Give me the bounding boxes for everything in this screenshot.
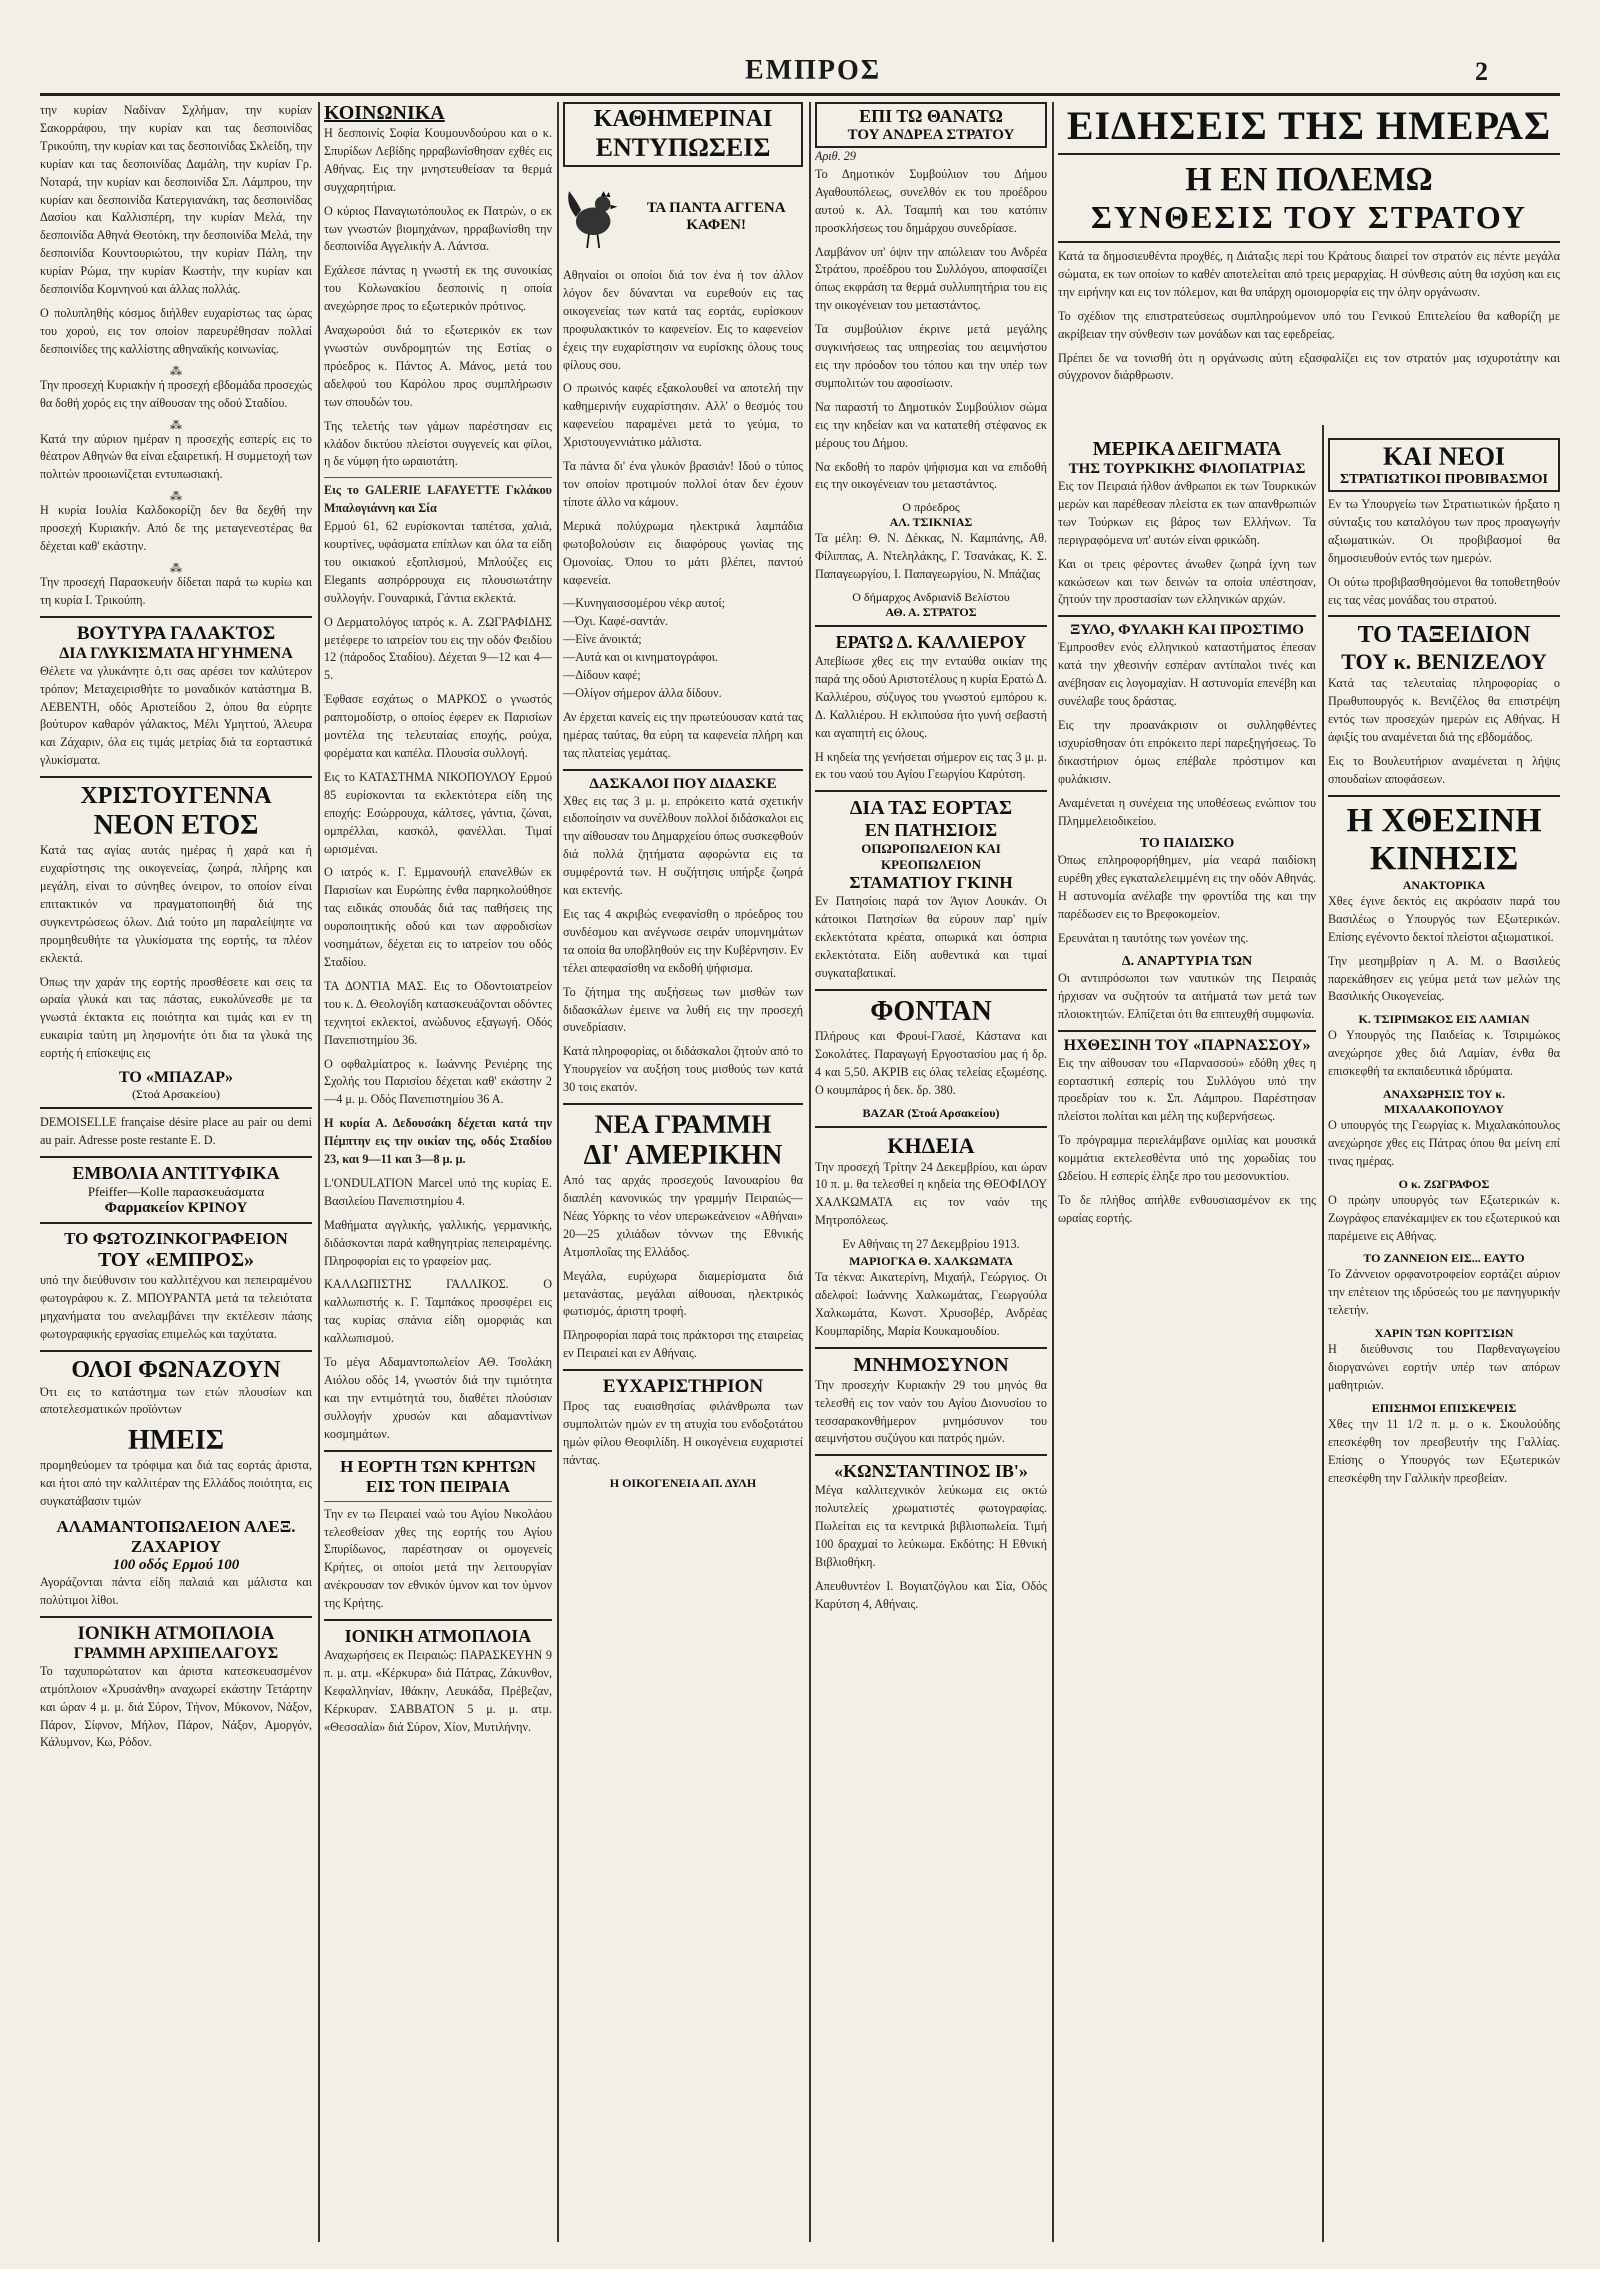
ad-text: υπό την διεύθυνσιν του καλλιτέχνου και πεπειραμένου φωτογράφου κ. Ζ. ΜΠΟΥΡΑΝΤΑ μετά τα τελειότατα μηχανήματα του ανελαμβάνει την εκτέλεσιν πάσης φωτογραφικής εργασίας επιμελώς και ταχύτατα. xyxy=(40,1272,312,1341)
article-text: Να εκδοθή το παρόν ψήφισμα και να επιδοθή εις την οικογένειαν του μεταστάντος. xyxy=(815,459,1047,492)
column-rule xyxy=(318,102,320,2242)
divider xyxy=(563,1369,803,1371)
ad-subtitle: ΕΝ ΠΑΤΗΣΙΟΙΣ xyxy=(864,820,998,841)
article-text: Το Δημοτικόν Συμβούλιον του Δήμου Αγαθουπόλεως, συνελθόν εκ του προέδρου αυτού κ. Αλ. Τσαμπή και του κατόπιν προσκλήσεως του δημάρχου συνεδρίασε. xyxy=(815,166,1047,235)
section-title: ΕΡΑΤΩ Δ. ΚΑΛΛΙΕΡΟΥ xyxy=(835,632,1027,653)
article-text: Λαμβάνον υπ' όψιν την απώλειαν του Ανδρέα Στράτου, προέδρου του Συλλόγου, αποφασίζει όπως εκφράση τα θερμά συλλυπητήρια του εις την οικογένειαν του μεταστάντος. xyxy=(815,244,1047,313)
feature-subtitle: ΕΝΤΥΠΩΣΕΙΣ xyxy=(595,133,771,162)
article-text: την κυρίαν Ναδίναν Σχλήμαν, την κυρίαν Σακορράφου, την κυρίαν και τας δεσποινίδας Τρικούπη, την κυρίαν και τας δεσποινίδας Σκλείδη, την κυρίαν και τας δεσποινίδας Δαμάλη, την κυρίαν Γρ. Νοταρά, την κυρίαν και δεσποινίδα Σπ. Λάμπρου, την κυρίαν και δεσποινίδα Κατεργιανάκη, τας δεσποινίδας Δασίου και Καλλισπέρη, την κυρίαν Μελά, την δεσποινίδα Αθηνά Θεοτόκη, την δεσποινίδα Μελά, την δεσποινίδα Κουντουριώτου, την κυρίαν Πάλη, την κυρίαν Ρώμα, την κυρίαν Κωστήν, την κυρίαν και δεσποινίδα Κομνηνού και άλλας πολλάς. xyxy=(40,103,312,297)
store-text: Μαθήματα αγγλικής, γαλλικής, γερμανικής, διδάσκονται παρά καθηγητρίας πεπειραμένης. Πληροφορίαι εις το γραφείον μας. xyxy=(324,1217,552,1268)
column-rule xyxy=(557,102,559,2242)
article-text: Ερευνάται η ταυτότης των γονέων της. xyxy=(1058,931,1249,946)
ad-text: Κατά τας αγίας αυτάς ημέρας ή χαρά και ή ευχαρίστησις της οικογενείας, ζωηρά, πλήρης και μεγάλη, είναι το σύνηθες όνειρον, το οποίον είναι επιτακτικόν να πραγματοποιηθή διά της συγκεντρώσεως όλων. Διά τούτο μη παραλείψητε να προμηθευθήτε τα γλυκίσματα της εορτής, τα πλέον εκλεκτά. xyxy=(40,843,312,965)
section-title: ΤΟ ΠΑΙΔΙΣΚΟ xyxy=(1139,836,1235,852)
section-title: ΙΟΝΙΚΗ ΑΤΜΟΠΛΟΙΑ xyxy=(344,1626,532,1647)
section-title: ΚΗΔΕΙΑ xyxy=(887,1132,975,1158)
ad-title: ΕΥΧΑΡΙΣΤΗΡΙΟΝ xyxy=(602,1376,764,1398)
ad-shop-name: Φαρμακείον ΚΡΙΝΟΥ xyxy=(104,1199,248,1216)
article-text: Ο Υπουργός της Παιδείας κ. Τσιριμώκος ανεχώρησε χθες διά Λαμίαν, ένθα θα επισκεφθή τα εκπαιδευτικά ιδρύματα. xyxy=(1328,1028,1560,1079)
ad-text: Pfeiffer—Kolle παρασκευάσματα xyxy=(87,1183,265,1199)
ad-text: Πλήρους και Φρουί-Γλασέ, Κάστανα και Σοκολάτες. Παραγωγή Εργοστασίου μας ή δρ. 4 και 5,50. ΑΚΡΙΒ εις όλας τελείας εξωμέσης. Ο κουμπάρος ή δεκ. δρ. 380. xyxy=(815,1028,1047,1097)
ad-address: 100 οδός Ερμού 100 xyxy=(112,1557,240,1574)
feature-title: ΚΑΘΗΜΕΡΙΝΑΙ xyxy=(593,106,773,132)
ad-text: Ότι εις το κατάστημα των ετών πλουσίων και αποτελεσματικών προϊόντων xyxy=(40,1384,312,1417)
article-text: Αθηναίοι οι οποίοι διά τον ένα ή τον άλλον λόγον δεν δύνανται να ευρεθούν εις τας οικογενείας των κατά τας εορτάς, ευρίσκουν προφυλακτικόν το καφενείον. Εις το καφενείον έχεις την ευχαρίστησιν να ευρίσκης όλους τους φίλους σου. xyxy=(563,268,803,372)
store-text: Έφθασε εσχάτως ο ΜΑΡΚΟΣ ο γνωστός ραπτομοδίστρ, ο οποίος έφερεν εκ Παρισίων μοντέλα της τελευταίας εποχής, ρούχα, φορέματα και καπέλα. Πλουσία συλλογή. xyxy=(324,692,552,760)
store-text: ΚΑΛΛΩΠΙΣΤΗΣ ΓΑΛΛΙΚΟΣ. Ο καλλωπιστής κ. Γ. Ταμπάκος προσφέρει εις τας κυρίας σπάνια είδη ομορφιάς και καλλωπισμού. xyxy=(324,1277,552,1346)
article-text: Η δεσποινίς Σοφία Κουμουνδούρου και ο κ. Σπυρίδων Λεβίδης ηρραβωνίσθησαν εχθές εις Αθήνας. Εις την μνηστευθείσαν τα θερμά συγχαρητήρια. xyxy=(324,126,552,194)
news-title: ΕΙΔΗΣΕΙΣ ΤΗΣ ΗΜΕΡΑΣ xyxy=(1058,102,1560,155)
column-5a xyxy=(1058,438,1316,2242)
box-header xyxy=(1328,438,1560,492)
ad-shop-name: ΤΟ «ΜΠΑΖΑΡ» xyxy=(119,1069,233,1087)
section-subtitle: ΚΙΝΗΣΙΣ xyxy=(1369,839,1519,877)
dialogue-list xyxy=(563,595,803,702)
store-text: Ο οφθαλμίατρος κ. Ιωάννης Ρενιέρης της Σχολής του Παρισίου δέχεται καθ' εκάστην 2—4 μ. μ. Οδός Πανεπιστημίου 36 Α. xyxy=(324,1056,552,1107)
article-text: Ο πολυπληθής κόσμος διήλθεν ευχαρίστως τας ώρας του χορού, εις τον οποίον παρευρέθησαν πολλαί δεσποινίδες της καλλίστης αθηναϊκής κοινωνίας. xyxy=(40,305,312,356)
ad-subtitle: ΔΙ' ΑΜΕΡΙΚΗΝ xyxy=(583,1140,783,1172)
article-text: Αναχωρούσι διά το εξωτερικόν εκ των γνωστών συνδρομητών της Εστίας ο πρόεδρος κ. Πάντος Α. Μάνος, μετά του αδελφού του Καρόλου προς συμπλήρωσιν των σπουδών του. xyxy=(324,323,552,409)
article-text: Χθες έγινε δεκτός εις ακρόασιν παρά του Βασιλέως ο Υπουργός των Εξωτερικών. Επίσης εγένοντο δεκτοί πλείστοι αξιωματικοί. xyxy=(1328,893,1560,944)
ad-title: ΙΟΝΙΚΗ ΑΤΜΟΠΛΟΙΑ xyxy=(77,1622,275,1644)
news-label: Κ. ΤΣΙΡΙΜΩΚΟΣ ΕΙΣ ΛΑΜΙΑΝ xyxy=(1358,1012,1530,1027)
ad-signature: Η ΟΙΚΟΓΕΝΕΙΑ ΑΠ. ΔΥΛΗ xyxy=(609,1475,757,1490)
ad-title: «ΚΩΝΣΤΑΝΤΙΝΟΣ ΙΒ'» xyxy=(834,1461,1028,1482)
column-1 xyxy=(40,102,312,2242)
column-2 xyxy=(324,102,552,2242)
news-headline-area xyxy=(1058,102,1560,432)
ad-shop-name: ΑΛΑΜΑΝΤΟΠΩΛΕΙΟΝ ΑΛΕΞ. ΖΑΧΑΡΙΟΥ xyxy=(56,1517,296,1557)
dialogue-line: —Αυτά και οι κινηματογράφοι. xyxy=(563,650,719,665)
article-text: Την προσεχή Κυριακήν ή προσεχή εβδομάδα προσεχώς θα δοθή χορός εις την αίθουσαν της οδού Σταδίου. xyxy=(40,377,312,410)
store-name: Εις το GALERIE LAFAYETTE Γκλάκου Μπαλογιάννη και Σία xyxy=(324,483,552,516)
article-text: Οι ούτω προβιβασθησόμενοι θα τοποθετηθούν εις τας νέας μονάδας του στρατού. xyxy=(1328,574,1560,607)
article-text: Ο κύριος Παναγιωτόπουλος εκ Πατρών, ο εκ των γνωστών βιομηχάνων, ηρραβωνίσθη την δεσποινίδα Αγγελικήν Α. Λάντσα. xyxy=(324,203,552,254)
divider xyxy=(1328,795,1560,797)
notice-signature: ΜΑΡΙΟΓΚΑ Θ. ΧΑΛΚΩΜΑΤΑ xyxy=(849,1254,1013,1269)
article-text: Κατά πληροφορίας, οι διδάσκαλοι ζητούν από το Υπουργείον να αυξήση τους μισθούς των κατά 30 τοις εκατόν. xyxy=(563,1044,803,1095)
section-subtitle: ΤΗΣ ΤΟΥΡΚΙΚΗΣ ΦΙΛΟΠΑΤΡΙΑΣ xyxy=(1068,461,1306,477)
column-4 xyxy=(815,102,1047,2242)
box-title: ΚΑΙ ΝΕΟΙ xyxy=(1382,442,1506,471)
divider xyxy=(815,625,1047,627)
article-text: Ο πρώην υπουργός των Εξωτερικών κ. Ζωγράφος επανέκαμψεν εκ του εξωτερικού και παρέμεινε εις Αθήνας. xyxy=(1328,1192,1560,1243)
ad-subtitle: ΝΕΟΝ ΕΤΟΣ xyxy=(93,810,259,842)
article-text: Την μεσημβρίαν η Α. Μ. ο Βασιλεύς παρεκάθησεν εις γεύμα μετά των μελών της Βασιλικής Οικογενείας. xyxy=(1328,953,1560,1004)
ad-title: ΧΡΙΣΤΟΥΓΕΝΝΑ xyxy=(80,783,272,810)
separator-stars: ⁂ xyxy=(170,417,182,432)
divider xyxy=(815,1347,1047,1349)
section-title: ΜΕΡΙΚΑ ΔΕΙΓΜΑΤΑ xyxy=(1092,438,1282,460)
divider xyxy=(40,616,312,618)
article-text: Εχάλεσε πάντας η γνωστή εκ της συνοικίας του Κολωνακίου δεσποινίς η οποία ανεχώρησε προς το εξωτερικόν πρότινος. xyxy=(324,263,552,314)
article-text: Η κυρία Ιουλία Καλδοκορίζη δεν θα δεχθή την προσεχή Κυριακήν. Από δε της μεταγενεστέρας θα δέχεται καθ' εκάστην. xyxy=(40,503,312,554)
article-text: Πρέπει δε να τονισθή ότι η οργάνωσις αύτη εξασφαλίζει εις τον στρατόν μας ισχυροτάτην και σύγχρονον διάρθρωσιν. xyxy=(1058,350,1560,383)
ad-title: ΔΙΑ ΤΑΣ ΕΟΡΤΑΣ xyxy=(849,797,1013,820)
masthead-rule xyxy=(40,93,1560,96)
ad-title: ΝΕΑ ΓΡΑΜΜΗ xyxy=(594,1110,772,1140)
ad-title: ΤΟ ΦΩΤΟΖΙΝΚΟΓΡΑΦΕΙΟΝ xyxy=(64,1228,288,1248)
section-title: Η ΕΟΡΤΗ ΤΩΝ ΚΡΗΤΩΝ ΕΙΣ ΤΟΝ ΠΕΙΡΑΙΑ xyxy=(340,1456,536,1496)
news-headline: Η ΕΝ ΠΟΛΕΜΩ xyxy=(1185,161,1433,198)
article-text: Εις την προανάκρισιν οι συλληφθέντες ισχυρίσθησαν ότι επρόκειτο περί παρεξηγήσεως. Το δικαστήριον όμως επέβαλε πρόστιμον και φυλάκισιν. xyxy=(1058,717,1316,786)
section-title: ΞΥΛΟ, ΦΥΛΑΚΗ ΚΑΙ ΠΡΟΣΤΙΜΟ xyxy=(1070,622,1304,639)
divider xyxy=(1058,615,1316,617)
ad-title: ΒΟΥΤΥΡΑ ΓΑΛΑΚΤΟΣ xyxy=(76,622,276,644)
divider xyxy=(563,1103,803,1105)
article-text: Της τελετής των γάμων παρέστησαν εις κλάδον δικτύου πλείστοι συγγενείς και φίλοι, η δε νύμφη ήτο ωραιοτάτη. xyxy=(324,418,552,469)
article-header xyxy=(815,102,1047,148)
ad-text: Μέγα καλλιτεχνικόν λεύκωμα εις οκτώ πολυτελείς χρωματιστές φωτογραφίας. Πωλείται εις τα κεντρικά βιβλιοπωλεία. Τιμή 100 δραχμαί το λεύκωμα. Εκδότης: Η Εθνική Βιβλιοθήκη. xyxy=(815,1483,1047,1569)
divider xyxy=(1058,1030,1316,1032)
article-text: Κατά την αύριον ημέραν η προσεχής εσπερίς εις το θέατρον Αθηνών θα είναι εξαιρετική. Η συμμετοχή των πολιτών προοιωνίζεται εντυπωσιακή. xyxy=(40,431,312,482)
divider xyxy=(815,1126,1047,1128)
store-text: L'ONDULATION Marcel υπό της κυρίας Ε. Βασιλείου Πανεπιστημίου 4. xyxy=(324,1175,552,1208)
article-text: Εν τω Υπουργείω των Στρατιωτικών ήρξατο η σύνταξις του καταλόγου των προς προαγωγήν αξιωματικών. Οι προβιβασμοί θα δημοσιευθούν εντός των ημερών. xyxy=(1328,497,1560,565)
article-text: Εις τας 4 ακριβώς ενεφανίσθη ο πρόεδρος του συνδέσμου και ανέγνωσε σειράν υπομνημάτων τα οποία θα υποβληθούν εις την Κυβέρνησιν. Εν τέλει απεφασίσθη να εκδοθή ψήφισμα. xyxy=(563,907,803,975)
section-title: ΜΝΗΜΟΣΥΝΟΝ xyxy=(853,1353,1009,1376)
article-text: Το πρόγραμμα περιελάμβανε ομιλίας και μουσικά κομμάτια εκτελεσθέντα υπό της χορωδίας του Ωδείου. Η εσπερίς έληξε προ του μεσονυκτίου. xyxy=(1058,1133,1316,1184)
column-rule xyxy=(1052,102,1054,2242)
dialogue-line: —Δίδουν καφέ; xyxy=(563,668,641,683)
divider xyxy=(815,1454,1047,1456)
article-text: Τα πάντα δι' ένα γλυκόν βρασιάν! Ιδού ο τύπος τον οποίον προτιμούν πολλοί όταν δεν έχουν τίποτε άλλο να κάμουν. xyxy=(563,459,803,509)
article-text: Το σχέδιον της επιστρατεύσεως συμπληρούμενον υπό του Γενικού Επιτελείου θα καθορίζη με ακρίβειαν την σύνθεσιν των μονάδων και τας εφεδρείας. xyxy=(1058,308,1560,341)
ad-title: ΕΜΒΟΛΙΑ ΑΝΤΙΤΥΦΙΚΑ xyxy=(72,1162,280,1183)
news-label: ΑΝΑΧΩΡΗΣΙΣ ΤΟΥ κ. ΜΙΧΑΛΑΚΟΠΟΥΛΟΥ xyxy=(1382,1087,1506,1117)
dialogue-line: —Είνε άνοικτά; xyxy=(563,632,642,647)
rooster-illustration xyxy=(563,177,623,257)
article-text: Την προσεχή Τρίτην 24 Δεκεμβρίου, και ώραν 10 π. μ. θα τελεσθεί η κηδεία της ΘΕΟΦΙΛΟΥ ΧΑΛΚΩΜΑΤΑ εις τον ναόν της Μητροπόλεως. xyxy=(815,1159,1047,1228)
article-text: Ο πρωινός καφές εξακολουθεί να αποτελή την καθημερινήν ευχαρίστησιν. Αλλ' ο θεσμός του καφενείου παραμένει μετά το γεύμα, το Χριστουγεννιάτικο μάλιστα. xyxy=(563,381,803,450)
article-text: Εις την αίθουσαν του «Παρνασσού» εδόθη χθες η εορταστική εσπερίς του Συλλόγου υπό την προεδρίαν του κ. Σπ. Λάμπρου. Παρέστησαν πλείστοι πολίται και μέλη της κυβερνήσεως. xyxy=(1058,1055,1316,1124)
ad-title: ΦΟΝΤΑΝ xyxy=(870,995,992,1027)
store-text: Η κυρία Α. Δεδουσάκη δέχεται κατά την Πέμπτην εις την οικίαν της, οδός Σταδίου 23, και 9—11 και 3—8 μ. μ. xyxy=(324,1116,552,1167)
dialogue-line: —Όχι. Καφέ-σαντάν. xyxy=(563,614,669,629)
dialogue-line: —Κυνηγαισσομέρου νέκρ αυτοί; xyxy=(563,596,726,611)
divider xyxy=(324,1450,552,1452)
article-text: Τα συμβούλιον έκρινε μετά μεγάλης συγκινήσεως τας υπηρεσίας του αειμνήστου εις την πρόοδον του τόπου και την υπέρ των συμπολιτών του αφοσίωσιν. xyxy=(815,322,1047,390)
divider xyxy=(324,1501,552,1502)
article-text: Αναμένεται η συνέχεια της υποθέσεως ενώπιον του Πλημμελειοδικείου. xyxy=(1058,795,1316,828)
article-text: Τα τέκνα: Αικατερίνη, Μιχαήλ, Γεώργιος. Οι αδελφοί: Ιωάννης Χαλκωμάτας, Γεωργούλα Χαλκωμάτα, Κωνστ. Χρυσοβέρ, Ανδρέας Κουμπαρίδης, Μαρία Κουκαμουδίου. xyxy=(815,1270,1047,1338)
ad-subtitle: ΔΙΑ ΓΛΥΚΙΣΜΑΤΑ ΗΓΥΗΜΕΝΑ xyxy=(59,644,293,662)
separator-stars: ⁂ xyxy=(170,363,182,378)
column-rule xyxy=(1322,425,1324,2242)
store-text: Εις το ΚΑΤΑΣΤΗΜΑ ΝΙΚΟΠΟΥΛΟΥ Ερμού 85 ευρίσκονται τα εκλεκτότερα είδη της εποχής: Εσώρρουχα, κάλτσες, γάντια, ζώναι, ομπρέλλαι, κασκόλ, φανέλλαι. Τιμαί ωρισμέναι. xyxy=(324,769,552,856)
divider xyxy=(1058,241,1560,243)
ad-shop-name: BAZAR (Στοά Αρσακείου) xyxy=(862,1105,1000,1120)
article-text: Έμπροσθεν ενός ελληνικού καταστήματος έπεσαν κατά την χθεσινήν εσπέραν αντίπαλοι τινές και ανέβησαν εις λογομαχίαν. Η αστυνομία επενέβη και συνέλαβε τους δράστας. xyxy=(1058,640,1316,709)
article-text: Εις τον Πειραιά ήλθον άνθρωποι εκ των Τουρκικών μερών και παρέθεσαν πλείστα εκ των απανθρωπιών των Τούρκων εις βάρος των Ελλήνων. Τα περιγραφόμενα υπ' αυτών είναι φρικώδη. xyxy=(1058,479,1316,547)
news-label: ΕΠΙΣΗΜΟΙ ΕΠΙΣΚΕΨΕΙΣ xyxy=(1371,1400,1517,1415)
store-text: ΤΑ ΔΟΝΤΙΑ ΜΑΣ. Εις το Οδοντοιατρείον του κ. Δ. Θεολογίδη κατασκευάζονται οδόντες τεχνητοί εκλεκτοί, ανώδυνος εξαγωγή. Οδός Πανεπιστημίου 36. xyxy=(324,978,552,1047)
ad-address: Απευθυντέον Ι. Βογιατζόγλου και Σία, Οδός Καρύτση 4, Αθήναις. xyxy=(815,1578,1047,1611)
feature-caption: ΤΑ ΠΑΝΤΑ ΑΓΓΕΝΑ ΚΑΦΕΝ! xyxy=(646,200,786,233)
ad-subtitle: ΟΠΩΡΟΠΩΛΕΙΟΝ ΚΑΙ ΚΡΕΟΠΩΛΕΙΟΝ xyxy=(861,841,1001,873)
dialogue-line: —Ολίγον σήμερον άλλα δίδουν. xyxy=(563,685,722,700)
ad-text: Όπως την χαράν της εορτής προσθέσετε και σεις τα ωραία γλυκά και τας πάστας, ευκολύνεσθε με τα γνωστά έκτακτα εις ποιότητα και τιμάς και εν τη ευκαιρία ταύτη μη λησμονήτε ότι δια τα γλυκά της εορτής ή επίσκεψις εις xyxy=(40,974,312,1061)
ad-text: Πληροφορίαι παρά τοις πράκτορσι της εταιρείας εν Πειραιεί και εν Αθήναις. xyxy=(563,1328,803,1361)
ad-subtitle: ΓΡΑΜΜΗ ΑΡΧΙΠΕΛΑΓΟΥΣ xyxy=(73,1644,279,1662)
notice-date: Εν Αθήναις τη 27 Δεκεμβρίου 1913. xyxy=(842,1237,1020,1252)
divider xyxy=(324,477,552,478)
article-text: Εις το Βουλευτήριον αναμένεται η λήψις σπουδαίων αποφάσεων. xyxy=(1328,754,1560,786)
article-text: Χθες την 11 1/2 π. μ. ο κ. Σκουλούδης επεσκέφθη τον πρεσβευτήν της Γαλλίας. Επίσης ο Υπουργός των Εξωτερικών επεσκέφθη την Γαλλικήν πρεσβείαν. xyxy=(1328,1416,1560,1485)
section-title: ΗΧΘΕΣΙΝΗ ΤΟΥ «ΠΑΡΝΑΣΣΟΥ» xyxy=(1063,1036,1311,1054)
ad-text: Μεγάλα, ευρύχωρα διαμερίσματα διά μετανάστας, μεγάλαι αίθουσαι, ηλεκτρικός φωτισμός, άριστη τροφή. xyxy=(563,1268,803,1319)
masthead xyxy=(0,55,1600,97)
section-title: ΤΟ ΤΑΞΕΙΔΙΟΝ xyxy=(1357,622,1531,649)
feature-header xyxy=(563,102,803,167)
article-text: Να παραστή το Δημοτικόν Συμβούλιον σώμα εις την κηδείαν και να κατατεθή στέφανος εκ μέρους του Δήμου. xyxy=(815,399,1047,450)
article-text: Η κηδεία της γενήσεται σήμερον εις τας 3 μ. μ. εκ του ναού του Αγίου Γεωργίου Καρύτση. xyxy=(815,749,1047,782)
feature-lead xyxy=(563,173,803,261)
store-text: Ο Δερματολόγος ιατρός κ. Α. ΖΩΓΡΑΦΙΔΗΣ μετέφερε το ιατρείον του εις την οδόν Φειδίου 12 (πάροδος Σταδίου). Δέχεται 9—12 και 4—5. xyxy=(324,614,552,683)
article-text: Και οι τρεις φέροντες άνωθεν ζωηρά ίχνη των κακώσεων και των δεινών τα οποία υπέστησαν, ζητούν την προστασίαν των ελληνικών αρχών. xyxy=(1058,556,1316,607)
section-title: Η ΧΘΕΣΙΝΗ xyxy=(1346,801,1542,839)
news-label: Ο κ. ΖΩΓΡΑΦΟΣ xyxy=(1398,1176,1490,1191)
divider xyxy=(563,769,803,771)
signature-name: ΑΛ. ΤΣΙΚΝΙΑΣ xyxy=(889,515,973,530)
ad-big-word: ΗΜΕΙΣ xyxy=(127,1425,225,1457)
signature-role: Ο δήμαρχος Ανδριανίδ Βελίστου xyxy=(852,590,1010,605)
column-3 xyxy=(563,102,803,2242)
column-rule xyxy=(809,102,811,2242)
ad-text: Εν Πατησίοις παρά τον Άγιον Λουκάν. Οι κάτοικοι Πατησίων θα εύρουν παρ' ημίν εκλεκτότατα κρέατα, οπωρικά και όσπρια εκλεκτότατα. Είδη αυθεντικά και τιμαί συγκαταβατικαί. xyxy=(815,894,1047,980)
article-text: Την εν τω Πειραιεί ναώ του Αγίου Νικολάου τελεσθείσαν χθες της εορτής του Αγίου Σπυρίδωνος, παρέστησαν οι ομογενείς Κρήτες, οι οποίοι μετά την λειτουργίαν ανέκρουσαν τον εθνικόν ύμνον και τον ύμνον της Κρήτης. xyxy=(324,1506,552,1611)
ad-text: Αγοράζονται πάντα είδη παλαιά και μάλιστα και πολύτιμοι λίθοι. xyxy=(40,1575,312,1607)
divider xyxy=(40,1222,312,1224)
separator-stars: ⁂ xyxy=(170,560,182,575)
divider xyxy=(815,790,1047,792)
box-subtitle: ΣΤΡΑΤΙΩΤΙΚΟΙ ΠΡΟΒΙΒΑΣΜΟΙ xyxy=(1340,472,1548,487)
news-label: ΧΑΡΙΝ ΤΩΝ ΚΟΡΙΤΣΙΩΝ xyxy=(1374,1326,1514,1341)
divider xyxy=(815,989,1047,991)
article-subtitle: ΤΟΥ ΑΝΔΡΕΑ ΣΤΡΑΤΟΥ xyxy=(847,127,1015,143)
article-text: Το ζήτημα της αυξήσεως των μισθών των διδασκάλων έμεινε να λυθή εις την προσεχή συνεδρίασιν. xyxy=(563,984,803,1035)
article-text: Μερικά πολύχρωμα ηλεκτρικά λαμπάδια φωτοβολούσιν εις διαφόρους γωνίας της Ομονοίας. Όπου το μάτι βλέπει, παντού καφενεία. xyxy=(563,518,803,587)
ad-text: προμηθεύομεν τα τρόφιμα και διά τας εορτάς άριστα, και ήτοι από την καλλιτέραν της Ελλάδος ποιότητα, εις συγκατάβασιν τιμών xyxy=(40,1458,312,1509)
article-text: Όπως επληροφορήθημεν, μία νεαρά παιδίσκη ευρέθη χθες εγκαταλελειμμένη εις την οδόν Αθηνάς. Η αστυνομία ανέλαβε την φροντίδα της και την παρέδωσεν εις το Βρεφοκομείον. xyxy=(1058,853,1316,922)
section-title: ΚΟΙΝΩΝΙΚΑ xyxy=(324,102,445,124)
article-text: Το Ζάννειον ορφανοτροφείον εορτάζει αύριον την επέτειον της ιδρύσεώς του με πανηγυρικήν τελετήν. xyxy=(1328,1267,1560,1318)
store-text: Ο ιατρός κ. Γ. Εμμανουήλ επανελθών εκ Παρισίων και Ευρώπης ένθα παρηκολούθησε τας ειδικάς σπουδάς διά τας παθήσεις της ουροποιητικής οδού και των αφροδισίων νοσημάτων, δέχεται εις το ιατρείον του οδός Σταδίου. xyxy=(324,865,552,969)
article-text: Κατά τας τελευταίας πληροφορίας ο Πρωθυπουργός κ. Βενιζέλος θα επιστρέψη εντός των προσεχών ημερών εις Αθήνας. Η άφιξίς του αναμένεται διά της εβδομάδος. xyxy=(1328,676,1560,745)
ad-shop-note: (Στοά Αρσακείου) xyxy=(132,1087,220,1102)
divider xyxy=(40,1107,312,1109)
ad-text: Θέλετε να γλυκάνητε ό,τι σας αρέσει τον καλύτερον τρόπον; Μεταχειρισθήτε το μοναδικόν κατάστημα Β. ΛΕΒΕΝΤΗ, οδός Αριστείδου 2, όπου θα εύρητε βούτυρον καθαρόν γάλακτος, Μέλι Υμηττού, Άλευρα και Ζάχαριν, όλα εις τιμάς μετρίας διά τα εορταστικά γλυκίσματα. xyxy=(40,663,312,768)
column-5b xyxy=(1328,438,1560,2242)
divider xyxy=(40,1156,312,1158)
ad-text: Το ταχυπορώτατον και άριστα κατεσκευασμένον ατμόπλοιον «Χρυσάνθη» αναχωρεί εκάστην Τετάρτην και ώραν 4 μ. μ. διά Σύρον, Τήνον, Μύκονον, Νάξον, Πάρον, Σίφνον, Μήλον, Πάρον, Νάξον, Αμοργόν, Κάλυμνον, Κω, Ρόδον. xyxy=(40,1663,312,1750)
divider xyxy=(40,1350,312,1352)
article-title: ΕΠΙ ΤΩ ΘΑΝΑΤΩ xyxy=(859,106,1003,126)
page-number: 2 xyxy=(1475,57,1488,86)
section-title: ΔΑΣΚΑΛΟΙ ΠΟΥ ΔΙΔΑΣΚΕ xyxy=(589,775,777,792)
article-text: Ο υπουργός της Γεωργίας κ. Μιχαλακόπουλος ανεχώρησε χθες εις Πάτρας όπου θα μείνη επί τινας ημέρας. xyxy=(1328,1118,1560,1168)
article-text: Απεβίωσε χθες εις την ενταύθα οικίαν της παρά της οδού Αριστοτέλους η κυρία Ερατώ Δ. Καλλιέρου, σύζυγος του γνωστού εμπόρου κ. Δ. Καλλιέρου. Η εκλιπούσα ήτο γυνή σεβαστή και αγαπητή εις όλους. xyxy=(815,654,1047,740)
article-text: Η διεύθυνσις του Παρθεναγωγείου διοργανώνει εορτήν υπέρ των απόρων μαθητριών. xyxy=(1328,1342,1560,1392)
separator-stars: ⁂ xyxy=(170,489,182,504)
divider xyxy=(1328,615,1560,617)
news-label: ΤΟ ΖΑΝΝΕΙΟΝ ΕΙΣ... ΕΑΥΤΟ xyxy=(1363,1251,1525,1266)
ad-text: Από τας αρχάς προσεχούς Ιανουαρίου θα διαπλέη κανονικώς την γραμμήν Πειραιώς—Νέας Υόρκης το νέον υπερωκεάνειον «Αθήναι» 20—25 χιλιάδων τόννων της Εθνικής Ατμοπλοΐας της Ελλάδος. xyxy=(563,1173,803,1259)
newspaper-title: ΕΜΠΡΟΣ xyxy=(745,55,882,86)
section-subtitle: ΤΟΥ κ. ΒΕΝΙΖΕΛΟΥ xyxy=(1341,649,1547,675)
ad-subtitle: ΣΤΑΜΑΤΙΟΥ ΓΚΙΝΗ xyxy=(849,873,1013,893)
article-text: Το δε πλήθος απήλθε ενθουσιασμένον εκ της ωραίας εορτής. xyxy=(1058,1193,1316,1225)
signature-members: Τα μέλη: Θ. Ν. Δέκκας, Ν. Καμπάνης, Αθ. Φίλιππας, Α. Ντεληλάκης, Γ. Τσανάκας, Κ. Σ. Παπαγεωργίου, Ι. Παπαγεωργίου, Ν. Μπάζιας xyxy=(815,531,1047,582)
ad-title: ΟΛΟΙ ΦΩΝΑΖΟΥΝ xyxy=(71,1356,281,1383)
signature-name: ΑΘ. Α. ΣΤΡΑΤΟΣ xyxy=(885,605,977,620)
article-text: Την προσεχή Παρασκευήν δίδεται παρά τω κυρίω και τη κυρία Ι. Τρικούπη. xyxy=(40,574,312,607)
divider xyxy=(40,1616,312,1618)
news-headline: ΣΥΝΘΕΣΙΣ ΤΟΥ ΣΤΡΑΤΟΥ xyxy=(1090,199,1528,235)
news-label: ΑΝΑΚΤΟΡΙΚΑ xyxy=(1402,877,1486,892)
article-text: Αναχωρήσεις εκ Πειραιώς: ΠΑΡΑΣΚΕΥΗΝ 9 π. μ. ατμ. «Κέρκυρα» διά Πάτρας, Ζάκυνθον, Κεφαλληνίαν, Ιθάκην, Λευκάδα, Πρέβεζαν, Κέρκυραν. ΣΑΒΒΑΤΟΝ 5 μ. μ. ατμ. «Θεσσαλία» διά Σύρον, Χίον, Μυτιλήνην. xyxy=(324,1648,552,1734)
article-text: Κατά τα δημοσιευθέντα προχθές, η Διάταξις περί του Κράτους διαιρεί τον στρατόν εις πέντε μεγάλα σώματα, εκ των οποίων το καθέν αποτελείται από τρεις μεραρχίας. Η σύνθεσις αύτη θα ισχύση και εις την ειρήνην και εις τον πόλεμον, και θα υπάρχη ομοιομορφία εις την όλην οργάνωσιν. xyxy=(1058,249,1560,299)
ad-text: DEMOISELLE française désire place au pair ou demi au pair. Adresse poste restante E. D. xyxy=(40,1115,312,1147)
divider xyxy=(40,776,312,778)
signature-role: Ο πρόεδρος xyxy=(902,500,960,515)
reference-number: Αριθ. 29 xyxy=(815,149,856,163)
store-text: Το μέγα Αδαμαντοπωλείον ΑΘ. Τσολάκη Αιόλου οδός 14, γνωστόν διά την τιμιότητα και την εντιμότητά του, διαθέτει πλούσιαν συλλογήν χρυσών και αδαμαντίνων κοσμημάτων. xyxy=(324,1355,552,1441)
article-text: Οι αντιπρόσωποι των ναυτικών της Πειραιάς ήρχισαν να συζητούν τα αιτήματά των μετά των πλοιοκτητών. Ελπίζεται ότι θα επιτευχθή συμφωνία. xyxy=(1058,970,1316,1021)
divider xyxy=(324,1619,552,1621)
section-title: Δ. ΑΝΑΡΤΥΡΙΑ ΤΩΝ xyxy=(1121,953,1253,969)
article-text: Χθες εις τας 3 μ. μ. επρόκειτο κατά σχετικήν ειδοποίησιν να συνέλθουν πολλοί διδάσκαλοι εις την αίθουσαν του Δημαρχείου όπως συσκεφθούν διά πολλά ζητήματα αφορώντα εις τα συμφέροντά των. Η συζήτησις υπήρξε ζωηρά και εκτενής. xyxy=(563,793,803,898)
ad-text: Προς τας ευαισθησίας φιλάνθρωπα των συμπολιτών ημών εν τη ατυχία του ενδοξοτάτου ημών φίλου Θεοφιλίδη. Η οικογένεια ευχαριστεί πάντας. xyxy=(563,1399,803,1467)
store-text: Ερμού 61, 62 ευρίσκονται ταπέτσα, χαλιά, κουρτίνες, υφάσματα επίπλων και όλα τα είδη του οικιακού εξοπλισμού, Μπλούζες εις Elegants ασπρόρρουχα εις πλουσιωτάτην συλλογήν. Γουναρικά, Γάντια εκλεκτά. xyxy=(324,519,552,605)
ad-subtitle: ΤΟΥ «ΕΜΠΡΟΣ» xyxy=(97,1248,255,1271)
article-text: Αν έρχεται κανείς εις την πρωτεύουσαν κατά τας ημέρας ταύτας, θα εύρη τα καφενεία πλήρη και τας πλατείας γεμάτας. xyxy=(563,709,803,760)
article-text: Την προσεχήν Κυριακήν 29 του μηνός θα τελεσθή εις τον ναόν του Αγίου Διονυσίου το τεσσαρακονθήμερον μνημόσυνον του αειμνήστου συζύγου και πατρός ημών. xyxy=(815,1377,1047,1446)
